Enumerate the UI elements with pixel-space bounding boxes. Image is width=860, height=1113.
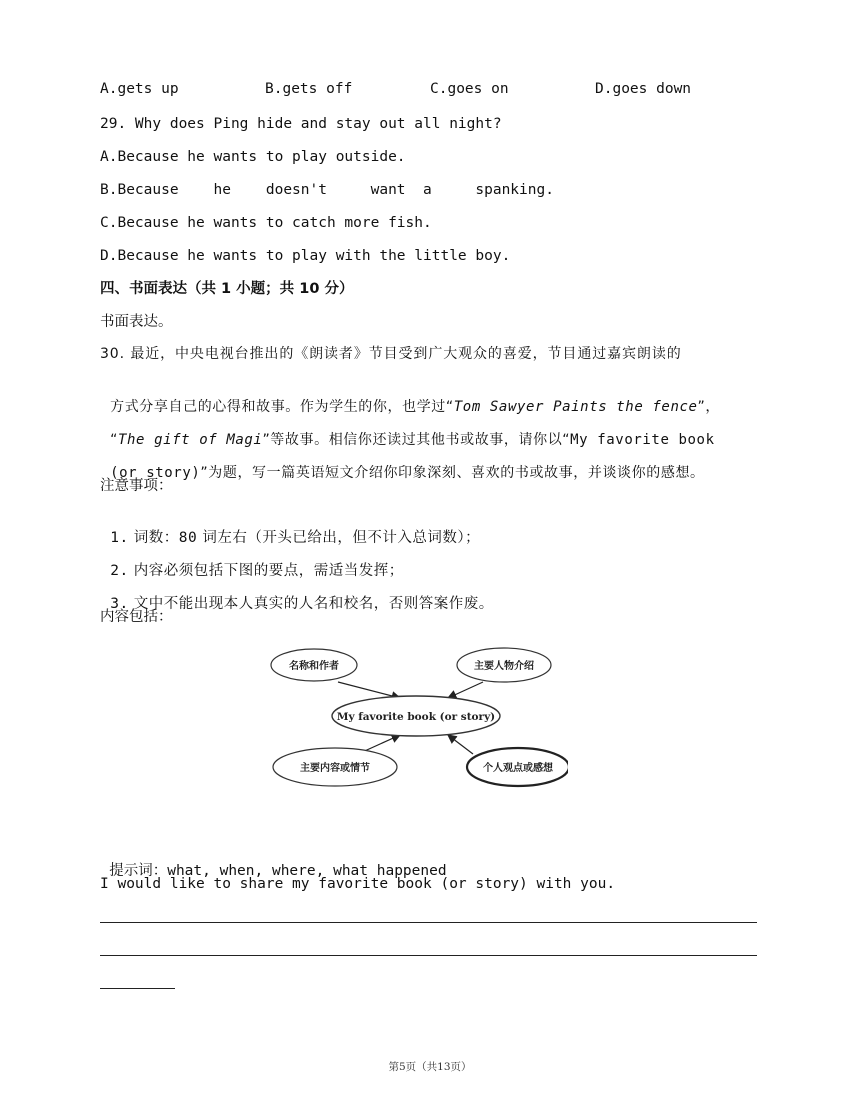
note-2-text: 内容必须包括下图的要点，需适当发挥； <box>128 563 404 579</box>
note-3-text: 文中不能出现本人真实的人名和校名，否则答案作废。 <box>128 596 494 612</box>
notes-heading: 注意事项： <box>100 478 173 494</box>
q28-options <box>100 81 720 101</box>
q30-line-1: 30. 最近，中央电视台推出的《朗读者》节目受到广大观众的喜爱，节目通过嘉宾朗读的 <box>100 346 682 362</box>
section-heading: 四、书面表达（共 1 小题；共 10 分） <box>100 281 354 297</box>
q30-line-4-text: ”为题，写一篇英语短文介绍你印象深刻、喜欢的书或故事，并谈谈你的感想。 <box>200 465 705 481</box>
q29-option-b: B.Because he doesn't want a spanking. <box>100 182 554 198</box>
diagram-node-title-author-label: 名称和作者 <box>289 661 339 672</box>
diagram-node-main-characters <box>457 648 551 682</box>
arrow-top-right <box>448 682 483 698</box>
answer-line-1[interactable] <box>100 922 757 923</box>
story-title-tom-sawyer: Tom Sawyer Paints the fence <box>453 399 698 415</box>
note-1-text: 词左右（开头已给出，但不计入总词数）； <box>197 530 481 546</box>
essay-title-part-2: (or story) <box>110 465 201 481</box>
diagram-node-title-author <box>271 649 357 681</box>
q28-option-d: D.goes down <box>595 81 692 97</box>
diagram-node-opinion-label: 个人观点或感想 <box>483 763 553 774</box>
section-subheading: 书面表达。 <box>100 314 173 330</box>
content-diagram <box>268 642 568 792</box>
q30-line-2-text: 方式分享自己的心得和故事。作为学生的你，也学过“ <box>110 399 454 415</box>
q28-option-c: C.goes on <box>430 81 509 97</box>
note-1-word-count: 80 <box>178 530 198 546</box>
note-2-number: 2. <box>110 563 129 579</box>
diagram-node-center-label: My favorite book (or story) <box>336 711 496 723</box>
diagram-node-center <box>332 696 500 736</box>
essay-title-part-1: My favorite book <box>570 432 715 448</box>
answer-line-3[interactable] <box>100 988 175 989</box>
content-heading: 内容包括： <box>100 609 173 625</box>
q30-line-3-text: ”等故事。相信你还读过其他书或故事，请你以“ <box>262 432 571 448</box>
diagram-node-main-characters-label: 主要人物介绍 <box>474 661 534 672</box>
hint-label: 提示词： <box>109 863 168 879</box>
diagram-node-plot-label: 主要内容或情节 <box>300 763 370 774</box>
q30-line-2-end: ”， <box>697 399 720 415</box>
note-1-label: 词数： <box>128 530 179 546</box>
q29-stem: 29. Why does Ping hide and stay out all night? <box>100 116 502 132</box>
note-3-number: 3. <box>110 596 129 612</box>
q28-option-b: B.gets off <box>265 81 353 97</box>
q28-option-a: A.gets up <box>100 81 179 97</box>
q30-line-4 <box>100 443 705 483</box>
diagram-node-plot <box>273 748 397 786</box>
diagram-node-opinion <box>467 748 568 786</box>
story-title-gift-of-magi: The gift of Magi <box>117 432 263 448</box>
arrow-bottom-right <box>448 735 473 754</box>
q29-option-a: A.Because he wants to play outside. <box>100 149 406 165</box>
opening-sentence: I would like to share my favorite book (or story) with you. <box>100 876 616 892</box>
answer-line-2[interactable] <box>100 955 757 956</box>
q29-option-c: C.Because he wants to catch more fish. <box>100 215 432 231</box>
q30-line-3-quote: “ <box>110 432 118 448</box>
note-1-number: 1. <box>110 530 129 546</box>
hint-words: what, when, where, what happened <box>167 863 447 879</box>
arrow-top-left <box>338 682 400 698</box>
q29-option-d: D.Because he wants to play with the little boy. <box>100 248 511 264</box>
page-footer: 第5页（共13页） <box>388 1061 472 1073</box>
